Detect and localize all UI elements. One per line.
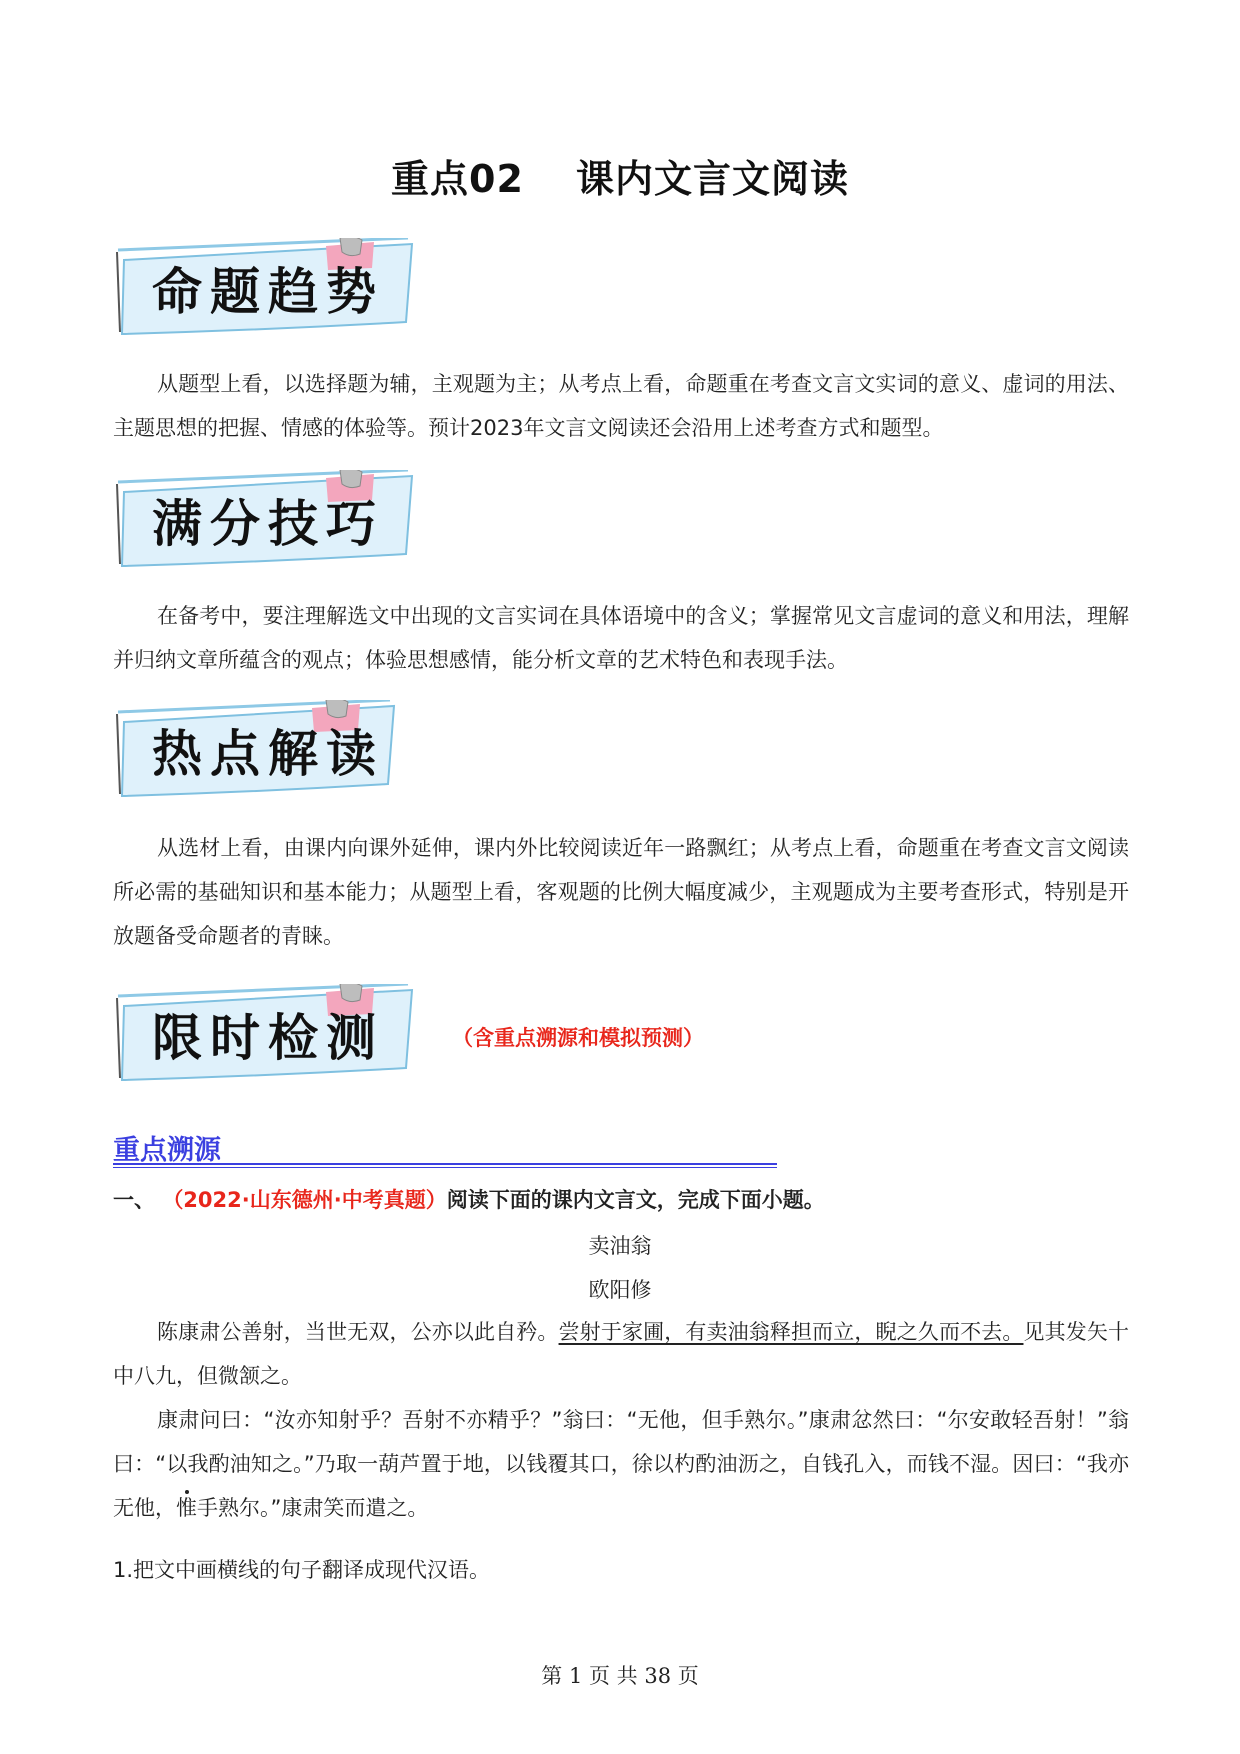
passage-p2-dotted-char: 惟 (176, 1496, 197, 1520)
passage-title: 卖油翁 (588, 1234, 652, 1258)
question-header (113, 1184, 825, 1214)
question-index: 一、 (113, 1188, 155, 1212)
paragraph-hot: 从选材上看，由课内向课外延伸，课内外比较阅读近年一路飘红；从考点上看，命题重在考查文言文阅读所必需的基础知识和基本能力；从题型上看，客观题的比例大幅度减少，主观题成为主要考查形式，特别是开放题备受命题者的青睐。 (113, 836, 1129, 948)
title-main: 课内文言文阅读 (575, 157, 849, 201)
banner-test (116, 984, 416, 1082)
passage-p2-b: 手熟尔。”康肃笑而遣之。 (197, 1496, 429, 1520)
paragraph-trend: 从题型上看，以选择题为辅，主观题为主；从考点上看，命题重在考查文言文实词的意义、虚词的用法、主题思想的把握、情感的体验等。预计2023年文言文阅读还会沿用上述考查方式和题型。 (113, 372, 1129, 440)
paragraph-skills: 在备考中，要注理解选文中出现的文言实词在具体语境中的含义；掌握常见文言虚词的意义和用法，理解并归纳文章所蕴含的观点；体验思想感情，能分析文章的艺术特色和表现手法。 (113, 604, 1129, 672)
passage-p1-after: 见其发矢十中八九，但微颔之。 (113, 1320, 1130, 1388)
page-footer: 第 1 页 共 38 页 (541, 1664, 699, 1688)
passage-p1-underlined: 尝射于家圃，有卖油翁释担而立，睨之久而不去。 (558, 1320, 1024, 1344)
question-source: （2022·山东德州·中考真题） (162, 1188, 447, 1212)
banner-hot-label: 热点解读 (152, 724, 384, 783)
title-number: 02 (469, 157, 524, 201)
passage-p1-before: 陈康肃公善射，当世无双，公亦以此自矜。 (157, 1320, 559, 1344)
banner-trend-label: 命题趋势 (152, 262, 384, 321)
passage-author: 欧阳修 (588, 1278, 652, 1302)
banner-hot (116, 700, 398, 798)
section-divider (113, 1163, 777, 1165)
test-note: （含重点溯源和模拟预测） (452, 1026, 704, 1050)
question-instruction: 阅读下面的课内文言文，完成下面小题。 (446, 1188, 825, 1212)
section-divider-thin (113, 1167, 777, 1168)
passage-paragraph-1 (113, 1310, 1129, 1398)
banner-skills (116, 470, 416, 568)
section-heading-link[interactable]: 重点溯源 (113, 1135, 221, 1166)
banner-trend (116, 238, 416, 336)
banner-skills-label: 满分技巧 (152, 494, 384, 553)
passage-p2-a: 康肃问曰：“汝亦知射乎？吾射不亦精乎？”翁曰：“无他，但手熟尔。”康肃忿然曰：“尔安敢轻吾射！”翁曰：“以我酌油知之。”乃取一葫芦置于地，以钱覆其口，徐以杓酌油沥之，自钱孔入，而钱不湿。因曰：“我亦无他， (113, 1408, 1129, 1520)
banner-test-label: 限时检测 (152, 1008, 384, 1067)
question-1: 1.把文中画横线的句子翻译成现代汉语。 (113, 1558, 491, 1582)
title-prefix: 重点 (391, 157, 470, 201)
page-title (0, 148, 1240, 203)
passage-paragraph-2 (113, 1398, 1129, 1530)
